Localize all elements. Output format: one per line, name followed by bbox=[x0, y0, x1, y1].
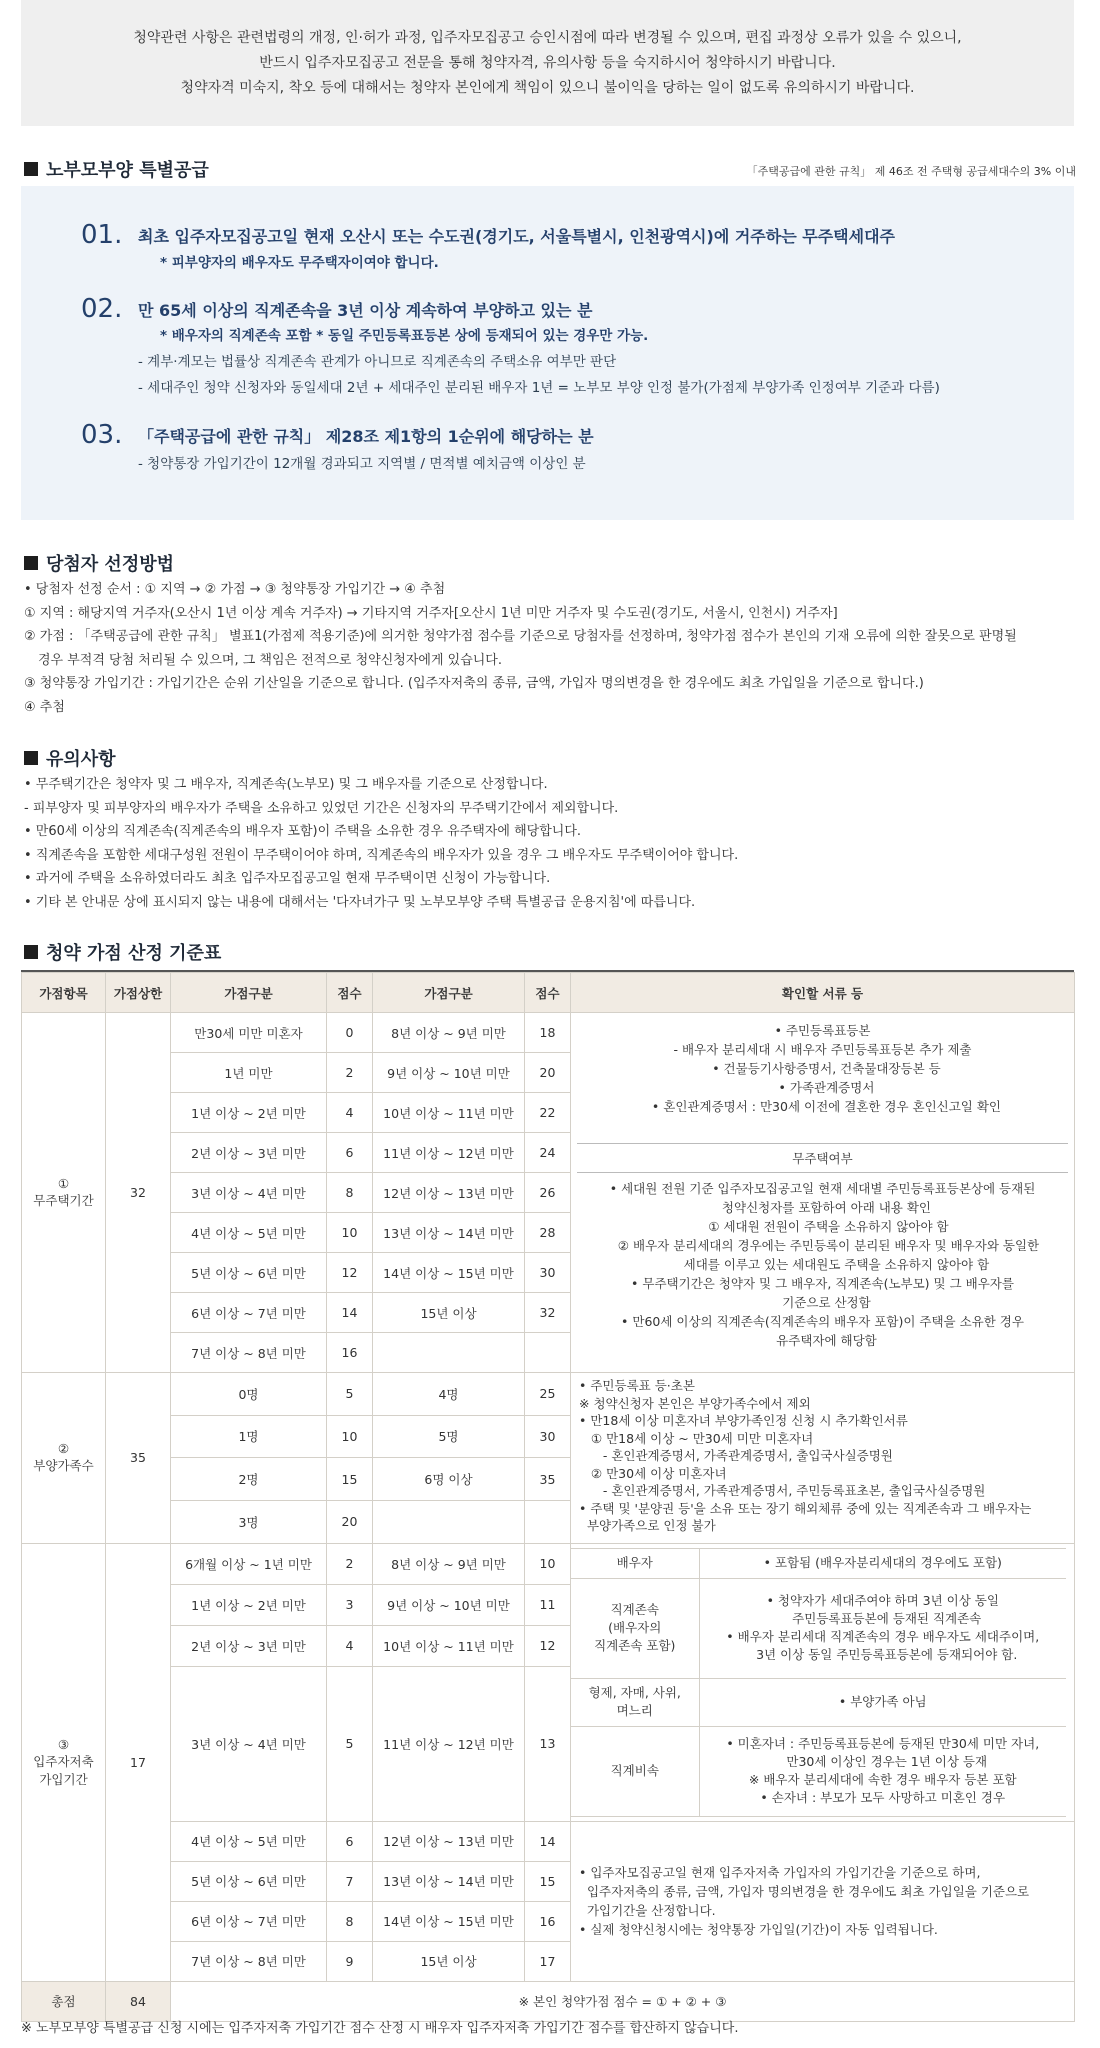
score-value: 4 bbox=[327, 1625, 373, 1666]
item-sub: - 세대주인 청약 신청자와 동일세대 2년 + 세대주인 분리된 배우자 1년 = 노부모 부양 인정 불가(가점제 부양가족 인정여부 기준과 다름) bbox=[138, 380, 940, 396]
score-value: 20 bbox=[327, 1500, 373, 1543]
score-value: 14 bbox=[327, 1293, 373, 1333]
list-item: • 당첨자 선정 순서 : ① 지역 → ② 가점 → ③ 청약통장 가입기간 → ④ 추첨 bbox=[24, 582, 446, 597]
score-range: 6년 이상 ~ 7년 미만 bbox=[171, 1293, 327, 1333]
score-range: 2명 bbox=[171, 1458, 327, 1501]
table-row bbox=[22, 1013, 1075, 1053]
score-range: 9년 이상 ~ 10년 미만 bbox=[373, 1584, 525, 1625]
section-title-text: 청약 가점 산정 기준표 bbox=[46, 943, 222, 964]
total-label: 총점 bbox=[22, 1981, 106, 2021]
score-range: 1명 bbox=[171, 1415, 327, 1458]
doc-line: • 주택 및 '분양권 등'을 소유 또는 장기 해외체류 중에 있는 직계존속과 그 배우자는 bbox=[579, 1500, 1032, 1516]
doc-line: ② 배우자 분리세대의 경우에는 주민등록이 분리된 배우자 및 배우자와 동일한 bbox=[605, 1238, 1040, 1253]
score-range: 7년 이상 ~ 8년 미만 bbox=[171, 1333, 327, 1373]
square-bullet-icon bbox=[24, 556, 38, 570]
relation-desc: ※ 배우자 분리세대에 속한 경우 배우자 등본 포함 bbox=[748, 1772, 1017, 1787]
score-range: 2년 이상 ~ 3년 미만 bbox=[171, 1133, 327, 1173]
item-number: 03. bbox=[81, 420, 123, 450]
relation-row bbox=[571, 1726, 1066, 1816]
score-range: 1년 이상 ~ 2년 미만 bbox=[171, 1584, 327, 1625]
score-value: 35 bbox=[525, 1458, 571, 1501]
score-value: 10 bbox=[327, 1213, 373, 1253]
category-no-house bbox=[22, 1013, 106, 1373]
relation-label: 직계존속 (배우자의 직계존속 포함) bbox=[571, 1578, 699, 1678]
table-row bbox=[22, 1373, 1075, 1416]
score-range: 3년 이상 ~ 4년 미만 bbox=[171, 1173, 327, 1213]
score-value: 10 bbox=[525, 1543, 571, 1584]
relation-row bbox=[571, 1548, 1066, 1578]
docs-no-house bbox=[571, 1013, 1075, 1373]
section-title-special-supply bbox=[24, 156, 209, 182]
square-bullet-icon bbox=[24, 162, 38, 176]
doc-line: - 혼인관계증명서, 가족관계증명서, 출입국사실증명원 bbox=[579, 1448, 893, 1463]
header-cell: 가점항목 bbox=[22, 973, 106, 1013]
list-item: ① 지역 : 해당지역 거주자(오산시 1년 이상 계속 거주자) → 기타지역 거주자[오산시 1년 미만 거주자 및 수도권(경기도, 서울시, 인천시) 거주자] bbox=[24, 605, 838, 621]
doc-line: ② 만30세 이상 미혼자녀 bbox=[579, 1465, 727, 1481]
category-number: ③ bbox=[57, 1736, 70, 1752]
selection-list bbox=[24, 578, 1017, 719]
doc-line: - 혼인관계증명서, 가족관계증명서, 주민등록표초본, 출입국사실증명원 bbox=[579, 1483, 986, 1498]
table-row bbox=[22, 1821, 1075, 1861]
header-cell: 가점상한 bbox=[106, 973, 171, 1013]
relation-label: 배우자 bbox=[571, 1548, 699, 1578]
list-item: ④ 추첨 bbox=[24, 699, 65, 715]
list-item: • 기타 본 안내문 상에 표시되지 않는 내용에 대해서는 '다자녀가구 및 노부모부양 주택 특별공급 운용지침'에 따릅니다. bbox=[24, 894, 696, 910]
notice-line: 청약자격 미숙지, 착오 등에 대해서는 청약자 본인에게 책임이 있으니 불이익을 당하는 일이 없도록 유의하시기 바랍니다. bbox=[180, 80, 915, 96]
score-value: 5 bbox=[327, 1373, 373, 1416]
list-item: ③ 청약통장 가입기간 : 가입기간은 순위 기산일을 기준으로 합니다. (입주자저축의 종류, 금액, 가입자 명의변경을 한 경우에도 최초 가입일을 기준으로 합니다.) bbox=[24, 676, 924, 691]
score-range: 6명 이상 bbox=[373, 1458, 525, 1501]
doc-line: • 입주자모집공고일 현재 입주자저축 가입자의 가입기간을 기준으로 하며, bbox=[579, 1865, 981, 1880]
doc-line: • 실제 청약신청시에는 청약통장 가입일(기간)이 자동 입력됩니다. bbox=[579, 1922, 938, 1937]
category-savings-period bbox=[22, 1543, 106, 1981]
score-value: 20 bbox=[525, 1053, 571, 1093]
score-range: 5년 이상 ~ 6년 미만 bbox=[171, 1253, 327, 1293]
item-sub: - 청약통장 가입기간이 12개월 경과되고 지역별 / 면적별 예치금액 이상인 분 bbox=[138, 456, 586, 472]
score-range bbox=[373, 1333, 525, 1373]
score-value: 17 bbox=[525, 1941, 571, 1981]
score-value: 9 bbox=[327, 1941, 373, 1981]
score-value: 26 bbox=[525, 1173, 571, 1213]
score-range: 0명 bbox=[171, 1373, 327, 1416]
relation-desc: • 포함됨 (배우자분리세대의 경우에도 포함) bbox=[763, 1555, 1002, 1570]
table-row-total bbox=[22, 1981, 1075, 2021]
category-max: 17 bbox=[106, 1543, 171, 1981]
score-value: 8 bbox=[327, 1901, 373, 1941]
score-value bbox=[525, 1500, 571, 1543]
doc-line: • 무주택기간은 청약자 및 그 배우자, 직계존속(노부모) 및 그 배우자를 bbox=[631, 1276, 1014, 1291]
score-value bbox=[525, 1333, 571, 1373]
list-item: • 무주택기간은 청약자 및 그 배우자, 직계존속(노부모) 및 그 배우자를 기준으로 산정합니다. bbox=[24, 777, 548, 792]
list-item: • 직계존속을 포함한 세대구성원 전원이 무주택이어야 하며, 직계존속의 배우자가 있을 경우 그 배우자도 무주택이어야 합니다. bbox=[24, 847, 739, 863]
score-value: 30 bbox=[525, 1253, 571, 1293]
score-range: 3년 이상 ~ 4년 미만 bbox=[171, 1667, 327, 1821]
category-max: 35 bbox=[106, 1373, 171, 1544]
doc-line: 입주자저축의 종류, 금액, 가입자 명의변경을 한 경우에도 최초 가입일을 기준으로 bbox=[579, 1884, 1030, 1899]
section-title-selection bbox=[24, 550, 174, 576]
score-value: 2 bbox=[327, 1053, 373, 1093]
doc-line: ① 만18세 이상 ~ 만30세 미만 미혼자녀 bbox=[579, 1430, 814, 1446]
section-title-cautions bbox=[24, 745, 116, 771]
score-range: 12년 이상 ~ 13년 미만 bbox=[373, 1173, 525, 1213]
section-title-text: 유의사항 bbox=[46, 749, 116, 770]
score-value: 12 bbox=[327, 1253, 373, 1293]
item-heading: 최초 입주자모집공고일 현재 오산시 또는 수도권(경기도, 서울특별시, 인천광역시)에 거주하는 무주택세대주 bbox=[138, 227, 895, 246]
doc-line: 가입기간을 산정합니다. bbox=[579, 1903, 716, 1918]
score-range: 3명 bbox=[171, 1500, 327, 1543]
score-value: 12 bbox=[525, 1625, 571, 1666]
score-range: 8년 이상 ~ 9년 미만 bbox=[373, 1543, 525, 1584]
doc-line: - 배우자 분리세대 시 배우자 주민등록표등본 추가 제출 bbox=[673, 1042, 972, 1057]
relation-label: 형제, 자매, 사위, 며느리 bbox=[571, 1678, 699, 1726]
relation-desc: 3년 이상 동일 주민등록표등본에 등재되어야 함. bbox=[748, 1647, 1018, 1662]
notice-line: 청약관련 사항은 관련법령의 개정, 인·허가 과정, 입주자모집공고 승인시점에 따라 변경될 수 있으며, 편집 과정상 오류가 있을 수 있으니, bbox=[133, 30, 962, 46]
notice-line: 반드시 입주자모집공고 전문을 통해 청약자격, 유의사항 등을 숙지하시어 청약하시기 바랍니다. bbox=[259, 55, 836, 71]
cautions-list bbox=[24, 773, 738, 914]
header-cell: 점수 bbox=[327, 973, 373, 1013]
relation-table bbox=[571, 1548, 1066, 1817]
score-value: 8 bbox=[327, 1173, 373, 1213]
score-range: 4명 bbox=[373, 1373, 525, 1416]
header-cell: 가점구분 bbox=[373, 973, 525, 1013]
category-max: 32 bbox=[106, 1013, 171, 1373]
score-range: 10년 이상 ~ 11년 미만 bbox=[373, 1625, 525, 1666]
score-range: 15년 이상 bbox=[373, 1941, 525, 1981]
category-label: 무주택기간 bbox=[33, 1193, 94, 1208]
header-cell: 확인할 서류 등 bbox=[571, 973, 1075, 1013]
score-range: 2년 이상 ~ 3년 미만 bbox=[171, 1625, 327, 1666]
docs-dependents bbox=[571, 1373, 1075, 1544]
list-item: • 과거에 주택을 소유하였더라도 최초 입주자모집공고일 현재 무주택이면 신청이 가능합니다. bbox=[24, 871, 551, 886]
score-range: 12년 이상 ~ 13년 미만 bbox=[373, 1821, 525, 1861]
doc-line: 기준으로 산정함 bbox=[774, 1295, 871, 1310]
score-value: 16 bbox=[327, 1333, 373, 1373]
table-row bbox=[22, 1543, 1075, 1584]
score-value: 4 bbox=[327, 1093, 373, 1133]
score-range: 1년 이상 ~ 2년 미만 bbox=[171, 1093, 327, 1133]
score-range: 10년 이상 ~ 11년 미만 bbox=[373, 1093, 525, 1133]
total-max: 84 bbox=[106, 1981, 171, 2021]
score-value: 3 bbox=[327, 1584, 373, 1625]
score-value: 10 bbox=[327, 1415, 373, 1458]
doc-line: • 가족관계증명서 bbox=[770, 1080, 875, 1095]
relation-cell bbox=[571, 1543, 1075, 1821]
docs-savings bbox=[571, 1821, 1075, 1981]
score-value: 15 bbox=[327, 1458, 373, 1501]
score-range: 6개월 이상 ~ 1년 미만 bbox=[171, 1543, 327, 1584]
list-item: - 피부양자 및 피부양자의 배우자가 주택을 소유하고 있었던 기간은 신청자의 무주택기간에서 제외합니다. bbox=[24, 800, 619, 816]
eligibility-box bbox=[21, 186, 1074, 520]
score-range: 4년 이상 ~ 5년 미만 bbox=[171, 1213, 327, 1253]
relation-desc: • 배우자 분리세대 직계존속의 경우 배우자도 세대주이며, bbox=[726, 1629, 1040, 1644]
item-sub: * 피부양자의 배우자도 무주택자이여야 합니다. bbox=[160, 255, 439, 271]
item-heading: 「주택공급에 관한 규칙」 제28조 제1항의 1순위에 해당하는 분 bbox=[138, 427, 594, 446]
score-value: 15 bbox=[525, 1861, 571, 1901]
category-dependents bbox=[22, 1373, 106, 1544]
score-value: 6 bbox=[327, 1133, 373, 1173]
score-value: 0 bbox=[327, 1013, 373, 1053]
square-bullet-icon bbox=[24, 751, 38, 765]
item-number: 01. bbox=[81, 220, 123, 250]
section-note: 「주택공급에 관한 규칙」 제 46조 전 주택형 공급세대수의 3% 이내 bbox=[746, 165, 1076, 178]
category-number: ① bbox=[57, 1176, 70, 1191]
score-value: 2 bbox=[327, 1543, 373, 1584]
item-heading: 만 65세 이상의 직계존속을 3년 이상 계속하여 부양하고 있는 분 bbox=[138, 301, 593, 320]
doc-line: 세대를 이루고 있는 세대원도 주택을 소유하지 않아야 함 bbox=[655, 1257, 990, 1272]
doc-line: ① 세대원 전원이 주택을 소유하지 않아야 함 bbox=[696, 1219, 949, 1234]
score-range: 15년 이상 bbox=[373, 1293, 525, 1333]
relation-row bbox=[571, 1578, 1066, 1678]
relation-desc: • 손자녀 : 부모가 모두 사망하고 미혼인 경우 bbox=[760, 1790, 1006, 1805]
doc-line: 청약신청자를 포함하여 아래 내용 확인 bbox=[713, 1200, 932, 1215]
doc-line: • 주민등록표 등·초본 bbox=[579, 1378, 695, 1393]
doc-line: • 만18세 이상 미혼자녀 부양가족인정 신청 시 추가확인서류 bbox=[579, 1413, 908, 1428]
relation-label: 직계비속 bbox=[571, 1726, 699, 1816]
total-formula: ※ 본인 청약가점 점수 = ① + ② + ③ bbox=[171, 1981, 1075, 2021]
score-value: 18 bbox=[525, 1013, 571, 1053]
list-item: • 만60세 이상의 직계존속(직계존속의 배우자 포함)이 주택을 소유한 경우 유주택자에 해당합니다. bbox=[24, 824, 582, 839]
score-value: 32 bbox=[525, 1293, 571, 1333]
item-sub: * 배우자의 직계존속 포함 * 동일 주민등록표등본 상에 등재되어 있는 경우만 가능. bbox=[160, 328, 649, 344]
notice-box bbox=[21, 0, 1074, 126]
category-label: 입주자저축 bbox=[33, 1753, 94, 1769]
score-range bbox=[373, 1500, 525, 1543]
category-number: ② bbox=[57, 1441, 70, 1457]
score-range: 14년 이상 ~ 15년 미만 bbox=[373, 1253, 525, 1293]
relation-desc: 만30세 이상인 경우는 1년 이상 등재 bbox=[778, 1754, 988, 1769]
section-title-score-table bbox=[24, 939, 221, 965]
score-value: 13 bbox=[525, 1667, 571, 1821]
score-range: 6년 이상 ~ 7년 미만 bbox=[171, 1901, 327, 1941]
score-value: 7 bbox=[327, 1861, 373, 1901]
score-range: 11년 이상 ~ 12년 미만 bbox=[373, 1667, 525, 1821]
score-value: 14 bbox=[525, 1821, 571, 1861]
score-range: 9년 이상 ~ 10년 미만 bbox=[373, 1053, 525, 1093]
item-sub: - 계부·계모는 법률상 직계존속 관계가 아니므로 직계존속의 주택소유 여부만 판단 bbox=[138, 354, 617, 370]
category-label: 가입기간 bbox=[39, 1771, 88, 1787]
score-range: 8년 이상 ~ 9년 미만 bbox=[373, 1013, 525, 1053]
section-title-text: 노부모부양 특별공급 bbox=[46, 160, 209, 181]
list-item: ② 가점 : 「주택공급에 관한 규칙」 별표1(가점제 적용기준)에 의거한 청약가점 점수를 기준으로 당첨자를 선정하며, 청약가점 점수가 본인의 기재 오류에 의한 잘못으로 판명될 bbox=[24, 629, 1017, 644]
doc-line: • 만60세 이상의 직계존속(직계존속의 배우자 포함)이 주택을 소유한 경우 bbox=[621, 1314, 1024, 1329]
score-range: 7년 이상 ~ 8년 미만 bbox=[171, 1941, 327, 1981]
score-range: 13년 이상 ~ 14년 미만 bbox=[373, 1861, 525, 1901]
score-range: 1년 미만 bbox=[171, 1053, 327, 1093]
doc-line: • 건물등기사항증명서, 건축물대장등본 등 bbox=[704, 1061, 941, 1076]
doc-line: ※ 청약신청자 본인은 부양가족수에서 제외 bbox=[579, 1395, 811, 1411]
score-value: 28 bbox=[525, 1213, 571, 1253]
relation-desc: • 미혼자녀 : 주민등록표등본에 등재된 만30세 미만 자녀, bbox=[726, 1736, 1040, 1751]
doc-line: • 주민등록표등본 bbox=[774, 1023, 871, 1038]
section-title-text: 당첨자 선정방법 bbox=[46, 554, 174, 575]
relation-row bbox=[571, 1678, 1066, 1726]
score-value: 6 bbox=[327, 1821, 373, 1861]
score-value: 30 bbox=[525, 1415, 571, 1458]
score-value: 24 bbox=[525, 1133, 571, 1173]
score-value: 22 bbox=[525, 1093, 571, 1133]
score-range: 5년 이상 ~ 6년 미만 bbox=[171, 1861, 327, 1901]
doc-line: 유주택자에 해당함 bbox=[768, 1333, 877, 1348]
score-range: 4년 이상 ~ 5년 미만 bbox=[171, 1821, 327, 1861]
list-item: 경우 부적격 당첨 처리될 수 있으며, 그 책임은 전적으로 청약신청자에게 있습니다. bbox=[38, 652, 503, 668]
score-range: 11년 이상 ~ 12년 미만 bbox=[373, 1133, 525, 1173]
score-value: 25 bbox=[525, 1373, 571, 1416]
score-range: 5명 bbox=[373, 1415, 525, 1458]
relation-desc: • 청약자가 세대주여야 하며 3년 이상 동일 bbox=[766, 1593, 999, 1608]
header-cell: 가점구분 bbox=[171, 973, 327, 1013]
score-table bbox=[21, 972, 1075, 2022]
doc-line: • 혼인관계증명서 : 만30세 이전에 결혼한 경우 혼인신고일 확인 bbox=[643, 1099, 1002, 1114]
footnote: ※ 노부모부양 특별공급 신청 시에는 입주자저축 가입기간 점수 산정 시 배우자 입주자저축 가입기간 점수를 합산하지 않습니다. bbox=[21, 2021, 739, 2036]
no-house-title: 무주택여부 bbox=[577, 1143, 1068, 1173]
doc-line: 부양가족으로 인정 불가 bbox=[579, 1518, 716, 1533]
relation-desc: • 부양가족 아님 bbox=[838, 1694, 927, 1709]
score-range: 만30세 미만 미혼자 bbox=[171, 1013, 327, 1053]
category-label: 부양가족수 bbox=[33, 1458, 94, 1474]
item-number: 02. bbox=[81, 294, 123, 324]
score-value: 5 bbox=[327, 1667, 373, 1821]
header-cell: 점수 bbox=[525, 973, 571, 1013]
relation-desc: 주민등록표등본에 등재된 직계존속 bbox=[784, 1611, 982, 1626]
doc-line: • 세대원 전원 기준 입주자모집공고일 현재 세대별 주민등록표등본상에 등재된 bbox=[609, 1181, 1036, 1196]
score-range: 14년 이상 ~ 15년 미만 bbox=[373, 1901, 525, 1941]
square-bullet-icon bbox=[24, 945, 38, 959]
score-range: 13년 이상 ~ 14년 미만 bbox=[373, 1213, 525, 1253]
score-value: 16 bbox=[525, 1901, 571, 1941]
score-value: 11 bbox=[525, 1584, 571, 1625]
